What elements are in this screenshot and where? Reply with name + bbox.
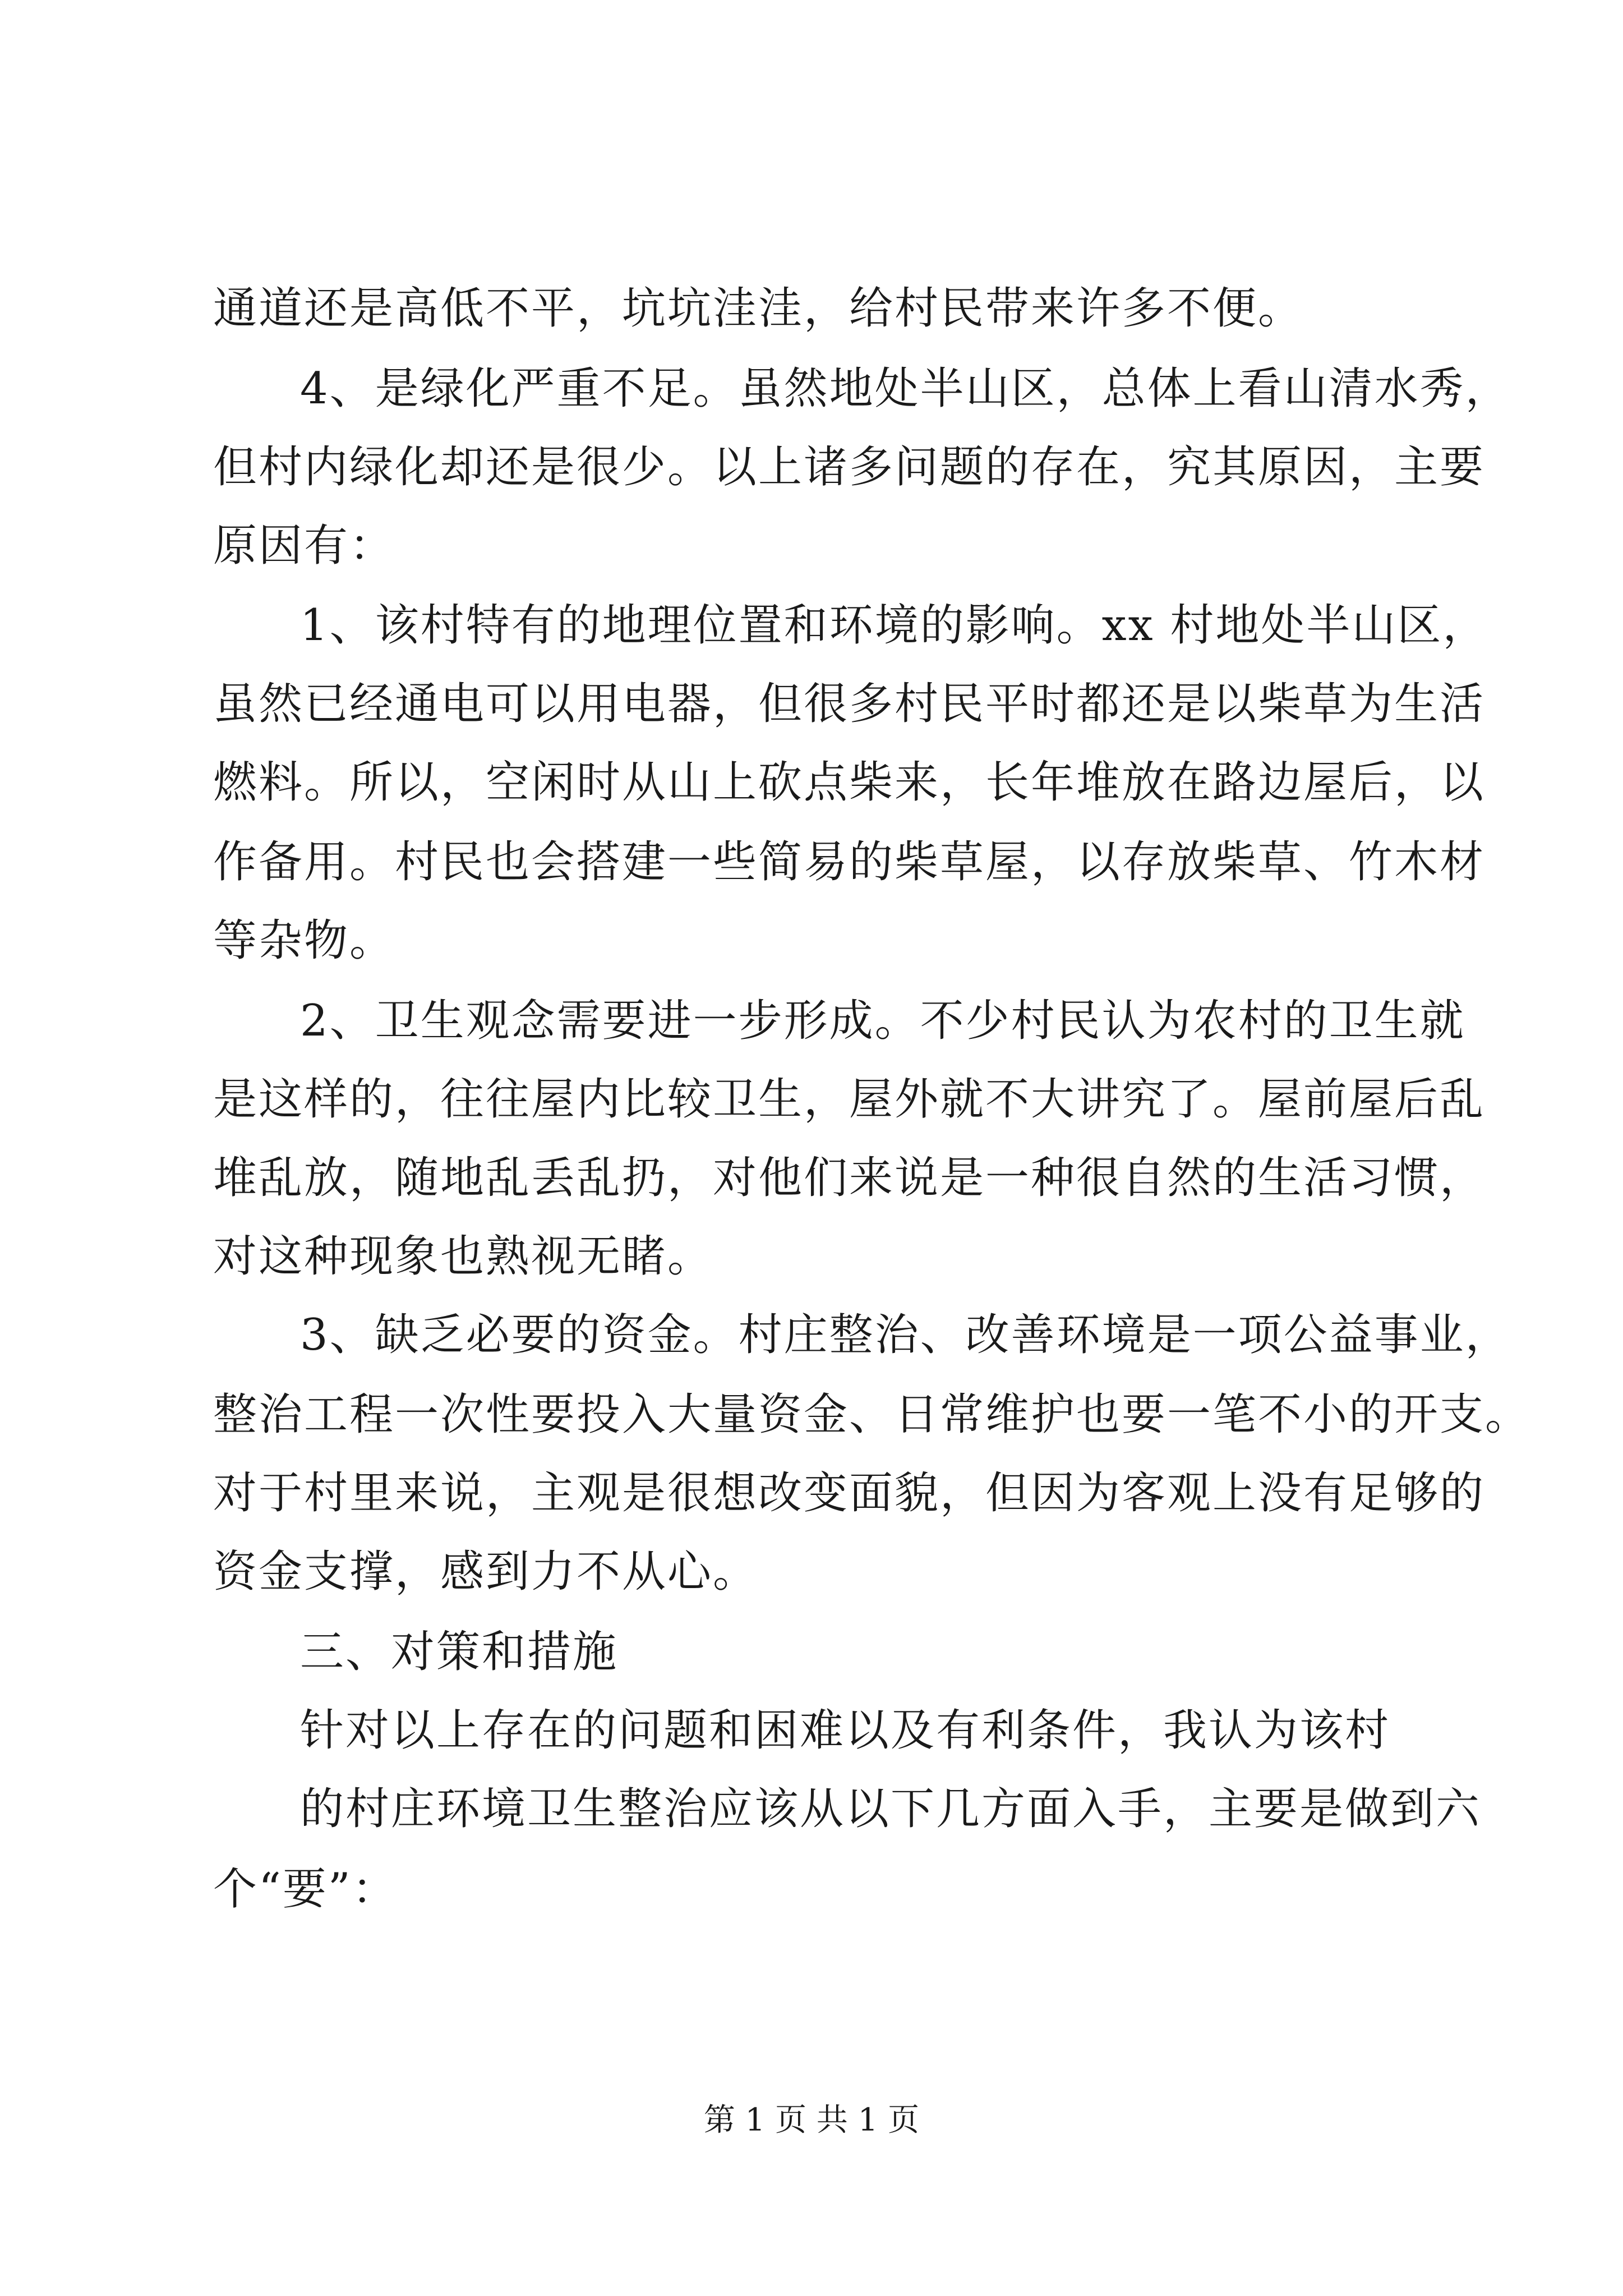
text-line: 3、缺乏必要的资金。村庄整治、改善环境是一项公益事业， (300, 1310, 1511, 1360)
text-line: 但村内绿化却还是很少。以上诸多问题的存在，究其原因，主要 (213, 442, 1486, 493)
text-line: 作备用。村民也会搭建一些简易的柴草屋，以存放柴草、竹木材 (213, 837, 1486, 887)
text-line: 资金支撑，感到力不从心。 (213, 1547, 759, 1597)
text-line: 整治工程一次性要投入大量资金、日常维护也要一笔不小的开支。 (213, 1389, 1531, 1440)
text-line: 原因有： (213, 521, 395, 571)
text-line: 个“要”： (213, 1864, 398, 1915)
text-line: 堆乱放，随地乱丢乱扔，对他们来说是一种很自然的生活习惯， (213, 1153, 1486, 1203)
text-line: 燃料。所以，空闲时从山上砍点柴来，长年堆放在路边屋后，以 (213, 757, 1486, 808)
text-line: 等杂物。 (213, 915, 395, 966)
text-line: 2、卫生观念需要进一步形成。不少村民认为农村的卫生就 (300, 996, 1465, 1046)
section-heading: 三、对策和措施 (300, 1627, 619, 1677)
page-footer: 第 1 页 共 1 页 (703, 2102, 920, 2138)
text-line: 针对以上存在的问题和困难以及有利条件，我认为该村 (300, 1705, 1391, 1756)
text-line: 的村庄环境卫生整治应该从以下几方面入手，主要是做到六 (300, 1784, 1482, 1834)
text-line: 1、该村特有的地理位置和环境的影响。xx 村地处半山区， (300, 600, 1488, 651)
text-line: 对这种现象也熟视无睹。 (213, 1231, 713, 1282)
text-line: 对于村里来说，主观是很想改变面貌，但因为客观上没有足够的 (213, 1468, 1486, 1519)
text-line: 是这样的，往往屋内比较卫生，屋外就不大讲究了。屋前屋后乱 (213, 1074, 1486, 1125)
text-line: 通道还是高低不平，坑坑洼洼，给村民带来许多不便。 (213, 283, 1304, 334)
text-line: 虽然已经通电可以用电器，但很多村民平时都还是以柴草为生活 (213, 679, 1486, 729)
text-line: 4、是绿化严重不足。虽然地处半山区，总体上看山清水秀， (300, 364, 1511, 414)
